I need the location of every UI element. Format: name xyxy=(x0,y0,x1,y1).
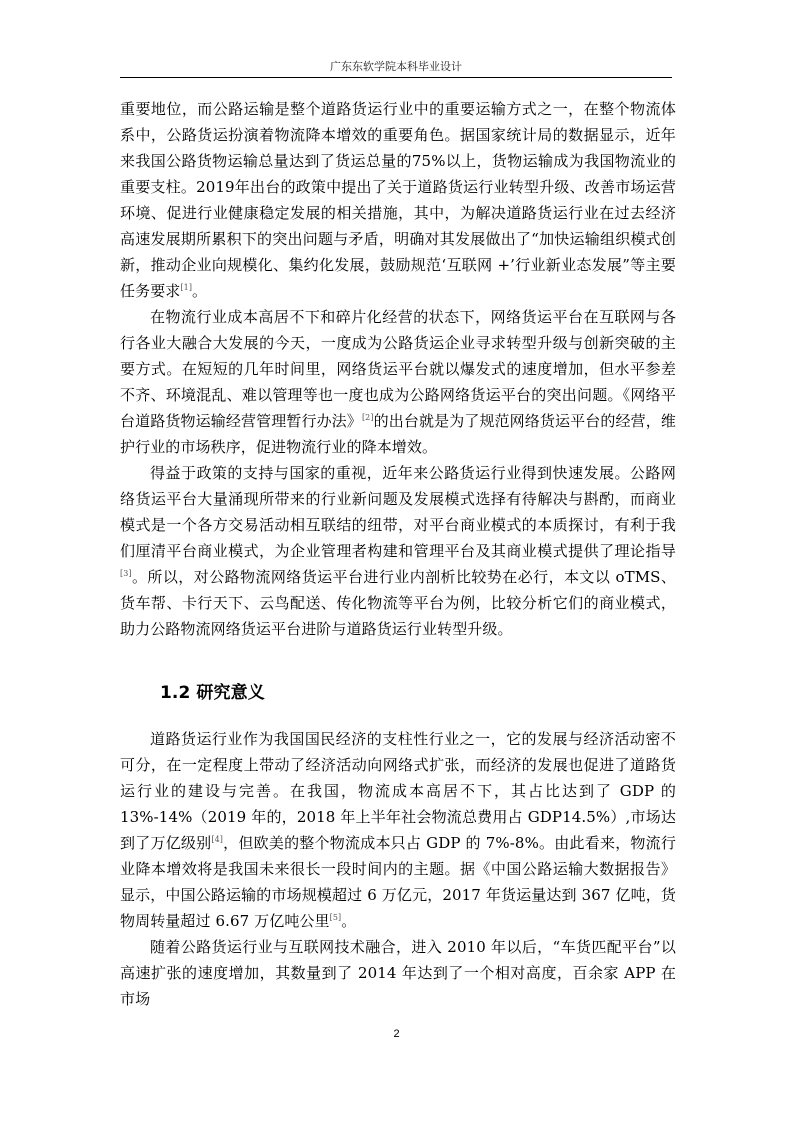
paragraph-3 xyxy=(120,460,676,642)
paragraph-2 xyxy=(120,304,676,460)
section-heading: 1.2 研究意义 xyxy=(160,683,265,703)
citation-2: [2] xyxy=(361,413,374,422)
document-body xyxy=(120,96,676,1012)
paragraph-4-tail-2: 。 xyxy=(341,912,357,930)
paragraph-4 xyxy=(120,726,676,934)
running-header: 广东东软学院本科毕业设计 xyxy=(330,60,462,73)
citation-1: [1] xyxy=(180,283,193,292)
paragraph-5 xyxy=(120,934,676,1012)
page-number: 2 xyxy=(393,1028,400,1040)
paragraph-4-tail: ，但欧美的整个物流成本只占 GDP 的 7%-8%。由此看来，物流行业降本增效将是我国未来很长一段时间内的主题。据《中国公路运输大数据报告》显示，中国公路运输的市场规模超过 6 万亿元，2017 年货运量达到 367 亿吨，货物周转量超过 6.67 万亿吨公里 xyxy=(120,834,676,930)
header-rule xyxy=(120,77,672,78)
citation-4: [4] xyxy=(211,835,224,844)
paragraph-5-text: 随着公路货运行业与互联网技术融合，进入 2010 年以后，“车货匹配平台”以高速扩张的速度增加，其数量到了 2014 年达到了一个相对高度，百余家 APP 在市场 xyxy=(120,938,676,1008)
citation-3: [3] xyxy=(120,569,132,578)
paragraph-3-text: 得益于政策的支持与国家的重视，近年来公路货运行业得到快速发展。公路网络货运平台大量涌现所带来的行业新问题及发展模式选择有待解决与斟酌，而商业模式是一个各方交易活动相互联结的纽带，对平台商业模式的本质探讨，有利于我们厘清平台商业模式，为企业管理者构建和管理平台及其商业模式提供了理论指导 xyxy=(120,464,676,560)
paragraph-1 xyxy=(120,96,676,304)
paragraph-2-text: 在物流行业成本高居不下和碎片化经营的状态下，网络货运平台在互联网与各行各业大融合大发展的今天，一度成为公路货运企业寻求转型升级与创新突破的主要方式。在短短的几年时间里，网络货运平台就以爆发式的速度增加，但水平参差不齐、环境混乱、难以管理等也一度也成为公路网络货运平台的突出问题。《网络平台道路货物运输经营管理暂行办法》 xyxy=(120,308,676,430)
paragraph-1-text: 重要地位，而公路运输是整个道路货运行业中的重要运输方式之一，在整个物流体系中，公路货运扮演着物流降本增效的重要角色。据国家统计局的数据显示，近年来我国公路货物运输总量达到了货运总量的75%以上，货物运输成为我国物流业的重要支柱。2019年出台的政策中提出了关于道路货运行业转型升级、改善市场运营环境、促进行业健康稳定发展的相关措施，其中，为解决道路货运行业在过去经济高速发展期所累积下的突出问题与矛盾，明确对其发展做出了“加快运输组织模式创新，推动企业向规模化、集约化发展，鼓励规范‘互联网 +’行业新业态发展”等主要任务要求 xyxy=(120,100,676,300)
paragraph-4-text: 道路货运行业作为我国国民经济的支柱性行业之一，它的发展与经济活动密不可分，在一定程度上带动了经济活动向网络式扩张，而经济的发展也促进了道路货运行业的建设与完善。在我国，物流成本高居不下，其占比达到了 GDP 的 13%-14%（2019 年的，2018 年上半年社会物流总费用占 GDP14.5%）,市场达到了万亿级别 xyxy=(120,730,676,852)
paragraph-1-tail: 。 xyxy=(192,282,208,300)
paragraph-2-tail: 的出台就是为了规范网络货运平台的经营，维护行业的市场秩序，促进物流行业的降本增效。 xyxy=(120,412,676,456)
paragraph-3-tail: 。所以，对公路物流网络货运平台进行业内剖析比较势在必行，本文以 oTMS、货车帮、卡行天下、云鸟配送、传化物流等平台为例，比较分析它们的商业模式，助力公路物流网络货运平台进阶与道路货运行业转型升级。 xyxy=(120,568,676,638)
citation-5: [5] xyxy=(329,913,342,922)
